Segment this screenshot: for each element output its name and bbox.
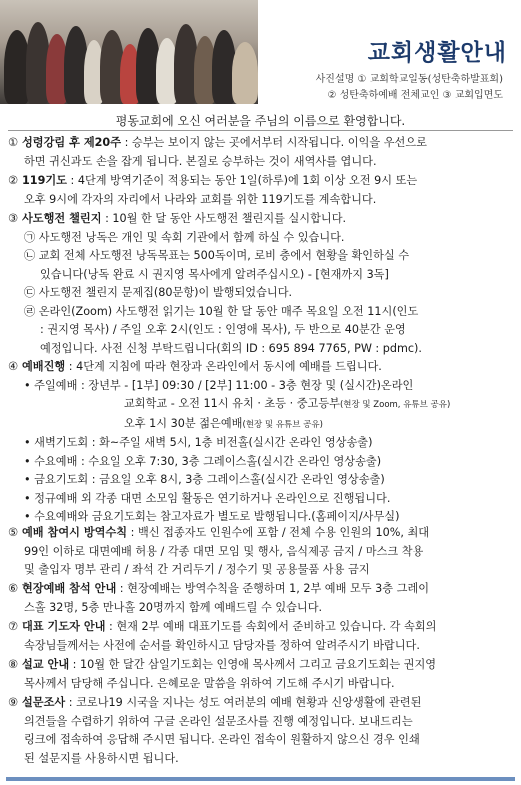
notice-text: 링크에 접속하여 응답해 주시면 됩니다. 온라인 접속이 원활하지 않으신 경우 인쇄 <box>24 733 420 746</box>
sub-item: 있습니다(낭독 완료 시 권지영 목사에게 알려주십시오) - [현재까지 3독] <box>40 267 389 281</box>
notice-2 <box>8 172 511 209</box>
notice-text: : 10월 한 달간 삼일기도회는 인영애 목사께서 그리고 금요기도회는 권지영 <box>69 658 437 671</box>
worship-item: • 수요예배와 금요기도회는 참고자료가 별도로 발행됩니다.(홈페이지/사무실) <box>24 510 400 523</box>
bottom-rule <box>6 777 515 781</box>
notice-text: : 10월 한 달 동안 사도행전 챌린지를 실시합니다. <box>101 212 347 225</box>
notice-6 <box>8 580 511 617</box>
notice-heading: 설교 안내 <box>22 658 70 671</box>
notice-text: 속장님들께서는 사전에 순서를 확인하시고 담당자를 정하여 알려주시기 바랍니다. <box>24 638 420 652</box>
notice-text: 된 설문지를 사용하시면 됩니다. <box>24 751 179 765</box>
notice-heading: 사도행전 챌린지 <box>22 212 102 225</box>
worship-item: • 금요기도회 : 금요일 오후 8시, 3층 그레이스홀(실시간 온라인 영상송출) <box>24 473 385 486</box>
notice-number: ④ <box>8 360 19 373</box>
notice-heading: 성령강림 후 제20주 <box>22 136 122 149</box>
notice-text: : 현재 2부 예배 대표기도를 속회에서 준비하고 있습니다. 각 속회의 <box>105 620 437 633</box>
notice-text: 하면 귀신과도 손을 잡게 됩니다. 본질로 승부하는 것이 새역사를 엽니다. <box>24 154 377 168</box>
notice-4 <box>8 358 511 527</box>
sub-item: ㉢ 사도행전 챌린지 문제집(80문항)이 발행되었습니다. <box>24 286 293 299</box>
notice-5 <box>8 524 511 580</box>
notice-heading: 예배 참여시 방역수칙 <box>22 526 128 539</box>
sub-item: ㉠ 사도행전 낭독은 개인 및 속회 기관에서 함께 하실 수 있습니다. <box>24 230 345 244</box>
notice-text: : 4단계 방역기준이 적용되는 동안 1일(하루)에 1회 이상 오전 9시 또는 <box>66 174 418 187</box>
notice-text: 의견들을 수렴하기 위하여 구글 온라인 설문조사를 진행 예정입니다. 보내드리는 <box>24 714 413 728</box>
notice-text: 99인 이하로 대면예배 허용 / 각종 대면 모임 및 행사, 음식제공 금지 / 마스크 착용 <box>24 544 424 558</box>
divider <box>8 130 513 131</box>
notice-number: ⑥ <box>8 582 19 595</box>
notice-heading: 설문조사 <box>22 696 66 709</box>
notice-heading: 119기도 <box>22 174 67 187</box>
notice-7 <box>8 618 511 655</box>
notice-text: 목사께서 담당해 주십니다. 은혜로운 말씀을 위하여 기도해 주시기 바랍니다. <box>24 676 395 690</box>
notice-1 <box>8 134 511 171</box>
notice-text: : 4단계 지침에 따라 현장과 온라인에서 동시에 예배를 드립니다. <box>65 360 382 373</box>
notice-heading: 예배진행 <box>22 360 66 373</box>
notice-number: ③ <box>8 212 19 225</box>
notice-number: ⑨ <box>8 696 19 709</box>
photo-caption-line2: ② 성탄축하예배 전체교인 ③ 교회입면도 <box>327 90 503 101</box>
congregation-photo <box>0 0 258 104</box>
notice-text: : 백신 접종자도 인원수에 포함 / 전체 수용 인원의 10%, 최대 <box>127 526 430 539</box>
notice-number: ⑦ <box>8 620 19 633</box>
notice-heading: 대표 기도자 안내 <box>22 620 106 633</box>
worship-item: 오후 1시 30분 젊은예배(현장 및 유튜브 공유) <box>124 416 323 430</box>
notice-text: : 현장예배는 방역수칙을 준행하며 1, 2부 예배 모두 3층 그레이 <box>116 582 430 595</box>
notice-number: ② <box>8 174 19 187</box>
worship-item: • 수요예배 : 수요일 오후 7:30, 3층 그레이스홀(실시간 온라인 영상송출) <box>24 454 382 468</box>
sub-item: : 권지영 목사) / 주일 오후 2시(인도 : 인영애 목사), 두 반으로 40분간 운영 <box>40 323 406 336</box>
notice-number: ① <box>8 136 19 149</box>
notice-8 <box>8 656 511 693</box>
notice-text: : 승부는 보이지 않는 곳에서부터 시작됩니다. 이익을 우선으로 <box>121 136 427 149</box>
notice-number: ⑤ <box>8 526 19 539</box>
notice-9 <box>8 694 511 768</box>
notice-text: : 코로나19 시국을 지나는 성도 여러분의 예배 현황과 신앙생활에 관련된 <box>65 696 422 709</box>
sub-item: ㉣ 온라인(Zoom) 사도행전 읽기는 10월 한 달 동안 매주 목요일 오전 11시(인도 <box>24 304 419 318</box>
worship-item: • 정규예배 외 각종 대면 소모임 활동은 연기하거나 온라인으로 진행됩니다. <box>24 491 391 505</box>
worship-item: • 새벽기도회 : 화~주일 새벽 5시, 1층 비전홀(실시간 온라인 영상송출) <box>24 436 373 449</box>
notice-text: 스홀 32명, 5층 만나홀 20명까지 함께 예배드릴 수 있습니다. <box>24 600 323 614</box>
welcome-message: 평동교회에 오신 여러분을 주님의 이름으로 환영합니다. <box>115 114 406 128</box>
notice-text: 오후 9시에 각자의 자리에서 나라와 교회를 위한 119기도를 계속합니다. <box>24 192 377 206</box>
sub-item: ㉡ 교회 전체 사도행전 낭독목표는 500독이며, 로비 층에서 현황을 확인하실 수 <box>24 249 410 262</box>
notice-number: ⑧ <box>8 658 19 671</box>
notice-text: 및 출입자 명부 관리 / 좌석 간 거리두기 / 정수기 및 공용물품 사용 금지 <box>24 563 370 576</box>
sub-item: 예정입니다. 사전 신청 부탁드립니다(회의 ID : 695 894 7765, PW : pdmc). <box>40 341 422 355</box>
notice-heading: 현장예배 참석 안내 <box>22 582 117 595</box>
photo-caption-line1: 사진설명 ① 교회학교일동(성탄축하발표회) <box>315 74 503 85</box>
notice-3 <box>8 210 511 358</box>
worship-item: • 주일예배 : 장년부 - [1부] 09:30 / [2부] 11:00 - 3층 현장 및 (실시간)온라인 <box>24 378 414 392</box>
worship-item: 교회학교 - 오전 11시 유치 · 초등 · 중고등부(현장 및 Zoom, 유튜브 공유) <box>124 397 451 410</box>
page-title: 교회생활안내 <box>367 40 507 66</box>
